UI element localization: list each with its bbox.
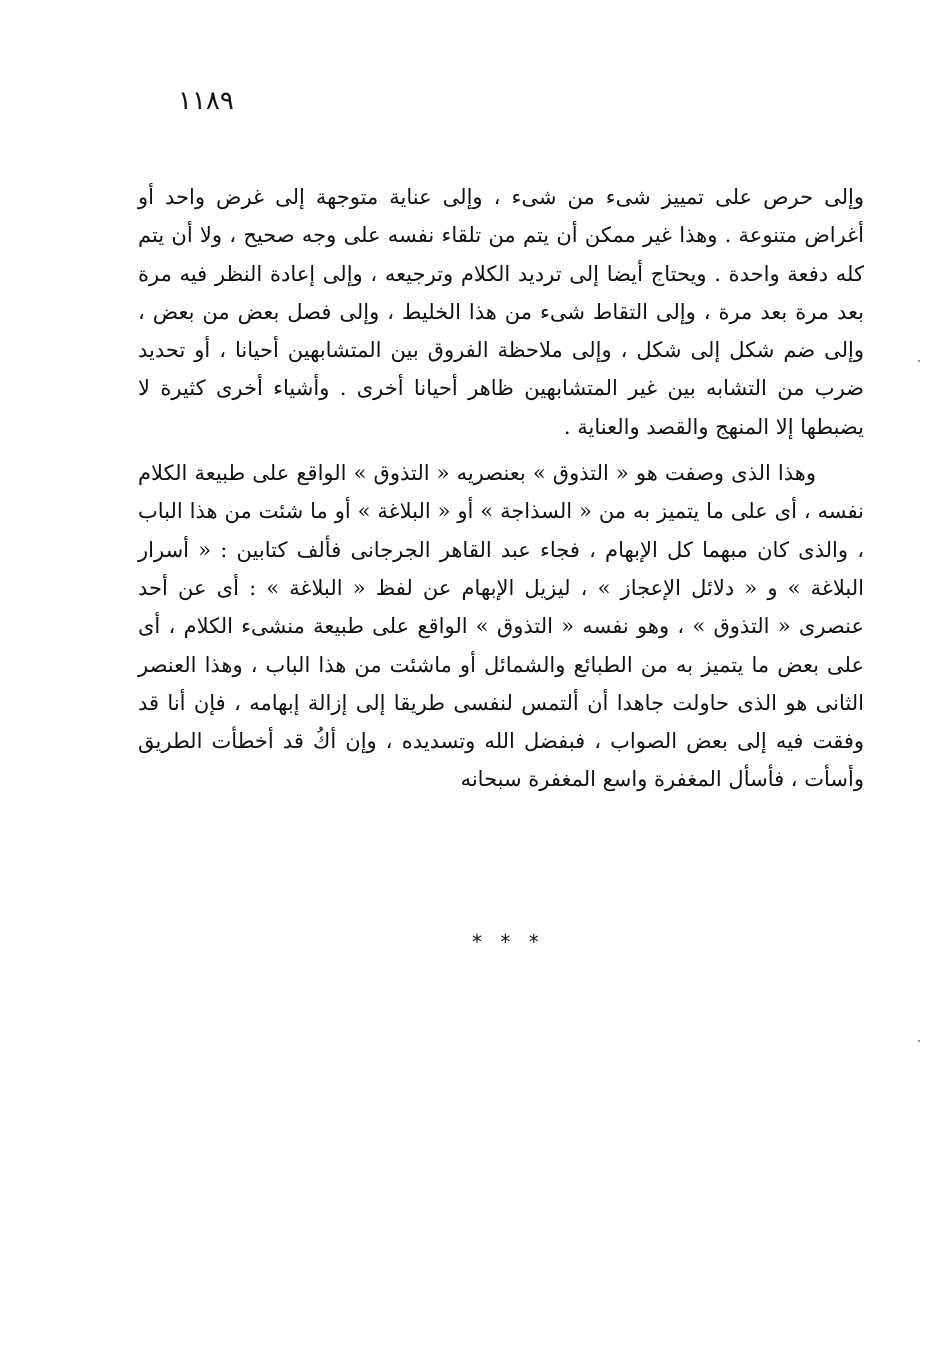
page-number: ١١٨٩ [178,86,234,116]
margin-speck [918,360,920,362]
paragraph-2: وهذا الذى وصفت هو « التذوق » بعنصريه « التذوق » الواقع على طبيعة الكلام نفسه ، أى على ما يتميز به من « السذاجة » أو « البلاغة » أو ما شئت من هذا الباب ، والذى كان مبهما كل الإبهام ، فجاء عبد القاهر الجرجانى فألف كتابين : « أسرار البلاغة » و « دلائل الإعجاز » ، ليزيل الإبهام عن لفظ « البلاغة » : أى عن أحد عنصرى « التذوق » ، وهو نفسه « التذوق » الواقع على طبيعة منشىء الكلام ، أى على بعض ما يتميز به من الطبائع والشمائل أو ماشئت من هذا الباب ، وهذا العنصر الثانى هو الذى حاولت جاهدا أن ألتمس لنفسى طريقا إلى إزالة إبهامه ، فإن أنا قد وفقت فيه إلى بعض الصواب ، فبفضل الله وتسديده ، وإن أكُ قد أخطأت الطريق وأسأت ، فأسأل المغفرة واسع المغفرة سبحانه [138,461,864,792]
body-text [138,178,864,807]
paragraph-1: وإلى حرص على تمييز شىء من شىء ، وإلى عناية متوجهة إلى غرض واحد أو أغراض متنوعة . وهذا غير ممكن أن يتم من تلقاء نفسه على وجه صحيح ، ولا أن يتم كله دفعة واحدة . ويحتاج أيضا إلى ترديد الكلام وترجيعه ، وإلى إعادة النظر فيه مرة بعد مرة بعد مرة ، وإلى التقاط شىء من هذا الخليط ، وإلى فصل بعض من بعض ، وإلى ضم شكل إلى شكل ، وإلى ملاحظة الفروق بين المتشابهين أحيانا ، أو تحديد ضرب من التشابه بين غير المتشابهين ظاهر أحيانا أخرى . وأشياء أخرى كثيرة لا يضبطها إلا المنهج والقصد والعناية . [138,185,864,439]
margin-speck [918,1040,920,1042]
section-divider: * * * [472,930,545,954]
